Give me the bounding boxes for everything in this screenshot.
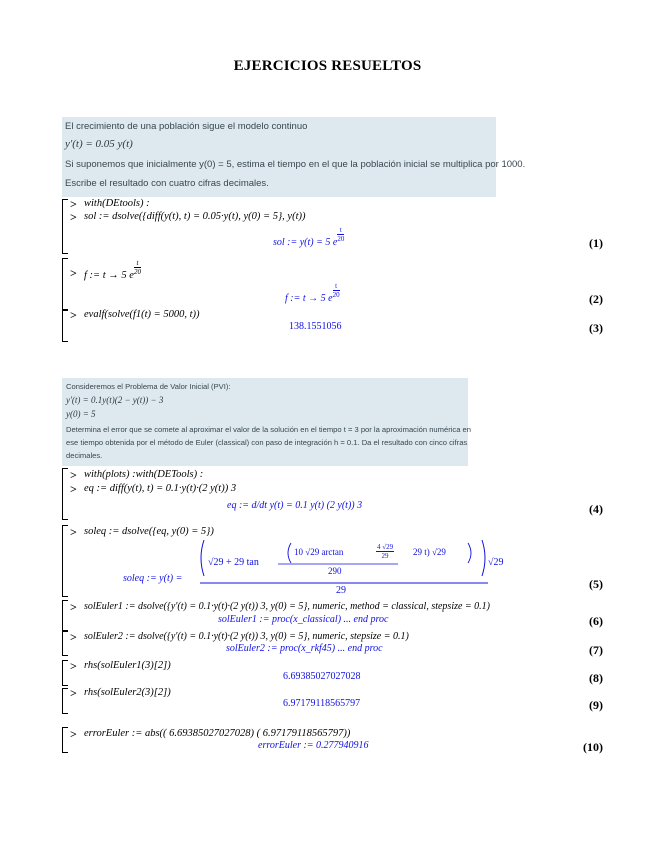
numerator-term: √29 xyxy=(488,557,504,568)
output-value[interactable]: 138.1551056 xyxy=(289,321,342,332)
execution-group-bracket[interactable] xyxy=(62,525,68,597)
exercise-1-text: El crecimiento de una población sigue el modelo continuo xyxy=(65,121,308,132)
exercise-2-initial-condition: y(0) = 5 xyxy=(66,409,96,419)
output-expression[interactable]: solEuler2 := proc(x_rkf45) ... end proc xyxy=(226,643,383,654)
output-expression[interactable] xyxy=(198,538,504,596)
equation-label: (3) xyxy=(589,321,603,335)
equation-label: (2) xyxy=(589,292,603,306)
page-title: EJERCICIOS RESUELTOS xyxy=(233,58,422,74)
input-command[interactable]: soleq := dsolve({eq, y(0) = 5}) xyxy=(84,526,214,537)
input-command[interactable]: with(plots) :with(DETools) : xyxy=(84,469,204,480)
equation-label: (10) xyxy=(583,740,603,754)
output-expression[interactable]: solEuler1 := proc(x_classical) ... end proc xyxy=(218,614,389,625)
prompt-marker: > xyxy=(70,727,77,741)
numerator-term: 29 t) √29 xyxy=(413,547,446,557)
input-command[interactable]: rhs(solEuler2(3)[2]) xyxy=(84,687,171,698)
execution-group-bracket[interactable] xyxy=(62,688,68,714)
exercise-1-statement xyxy=(62,117,526,197)
prompt-marker: > xyxy=(70,197,77,211)
exponent-denominator: 20 xyxy=(133,268,141,276)
exercise-1-text: Escribe el resultado con cuatro cifras decimales. xyxy=(65,178,269,189)
exercise-2-text: ese tiempo obtenida por el método de Euler (classical) con paso de integración h = 0.1. Da el resultado con cinco cifras xyxy=(66,438,468,447)
input-command[interactable]: evalf(solve(f1(t) = 5000, t)) xyxy=(84,309,200,320)
output-expression[interactable]: eq := d/dt y(t) = 0.1 y(t) (2 y(t)) 3 xyxy=(227,500,363,511)
input-command[interactable]: eq := diff(y(t), t) = 0.1·y(t)·(2 y(t)) 3 xyxy=(84,483,237,494)
exponent-denominator: 20 xyxy=(337,235,345,243)
output-expression[interactable] xyxy=(285,282,340,307)
input-command[interactable]: sol := dsolve({diff(y(t), t) = 0.05·y(t), y(0) = 5}, y(t)) xyxy=(84,211,306,222)
execution-group-bracket[interactable] xyxy=(62,727,68,753)
exercise-1-equation: y'(t) = 0.05 y(t) xyxy=(65,138,133,150)
exponent-denominator: 20 xyxy=(332,291,340,299)
output-expression[interactable]: errorEuler := 0.277940916 xyxy=(258,740,369,751)
prompt-marker: > xyxy=(70,210,77,224)
denominator: 29 xyxy=(336,585,346,596)
exponent-numerator: t xyxy=(134,259,141,268)
exponent-numerator: t xyxy=(337,226,344,235)
prompt-marker: > xyxy=(70,659,77,673)
numerator-term: √29 + 29 tan xyxy=(208,557,259,568)
exercise-2-text: decimales. xyxy=(66,451,103,460)
input-command[interactable]: solEuler1 := dsolve({y'(t) = 0.1·y(t)·(2 y(t)) 3, y(0) = 5}, numeric, method = classical, stepsize = 0.1) xyxy=(84,601,491,612)
fraction-numerator: 4 √29 xyxy=(377,543,394,551)
exercise-1-text: Si suponemos que inicialmente y(0) = 5, estima el tiempo en el que la población inicial se multiplica por 1000. xyxy=(65,159,526,170)
input-command[interactable]: with(DEtools) : xyxy=(84,198,150,209)
execution-group-bracket[interactable] xyxy=(62,468,68,520)
fraction-denominator: 29 xyxy=(381,552,389,560)
output-value[interactable]: 6.69385027027028 xyxy=(283,671,361,682)
input-command[interactable]: solEuler2 := dsolve({y'(t) = 0.1·y(t)·(2 y(t)) 3, y(0) = 5}, numeric, stepsize = 0.1) xyxy=(84,631,409,642)
equation-label: (9) xyxy=(589,698,603,712)
exercise-2-text: Consideremos el Problema de Valor Inicial (PVI): xyxy=(66,382,231,391)
output-lhs: soleq := y(t) = xyxy=(123,573,183,584)
numerator-term: 10 √29 arctan xyxy=(294,547,344,557)
equation-label: (7) xyxy=(589,643,603,657)
execution-group-bracket[interactable] xyxy=(62,600,68,632)
exercise-2-text: Determina el error que se comete al aproximar el valor de la solución en el tiempo t = 3 por la aproximación numérica en xyxy=(66,425,471,434)
execution-group-bracket[interactable] xyxy=(62,660,68,686)
prompt-marker: > xyxy=(70,266,77,280)
output-expression[interactable] xyxy=(273,226,345,251)
arctan-argument xyxy=(376,543,394,560)
execution-group-bracket[interactable] xyxy=(62,630,68,656)
exponent-numerator: t xyxy=(333,282,340,291)
execution-group-bracket[interactable] xyxy=(62,199,68,254)
execution-group-bracket[interactable] xyxy=(62,310,68,342)
input-command[interactable]: rhs(solEuler1(3)[2]) xyxy=(84,660,171,671)
input-command[interactable] xyxy=(84,259,141,284)
equation-label: (1) xyxy=(589,236,603,250)
inner-denominator: 290 xyxy=(328,566,342,576)
equation-label: (5) xyxy=(589,577,603,591)
output-value[interactable]: 6.97179118565797 xyxy=(283,698,361,709)
exercise-2-equation: y'(t) = 0.1y(t)(2 − y(t)) − 3 xyxy=(66,395,164,405)
prompt-marker: > xyxy=(70,630,77,644)
prompt-marker: > xyxy=(70,686,77,700)
output-text: f := t → 5 e xyxy=(285,292,333,304)
execution-group-bracket[interactable] xyxy=(62,258,68,310)
prompt-marker: > xyxy=(70,482,77,496)
input-command[interactable]: errorEuler := abs(( 6.69385027027028) ( 6.97179118565797)) xyxy=(84,728,351,739)
input-text: f := t → 5 e xyxy=(84,269,134,281)
output-text: sol := y(t) = 5 e xyxy=(273,236,338,248)
prompt-marker: > xyxy=(70,308,77,322)
equation-label: (8) xyxy=(589,671,603,685)
prompt-marker: > xyxy=(70,525,77,539)
equation-label: (4) xyxy=(589,502,603,516)
prompt-marker: > xyxy=(70,600,77,614)
equation-label: (6) xyxy=(589,614,603,628)
prompt-marker: > xyxy=(70,468,77,482)
exercise-2-statement xyxy=(62,378,471,466)
